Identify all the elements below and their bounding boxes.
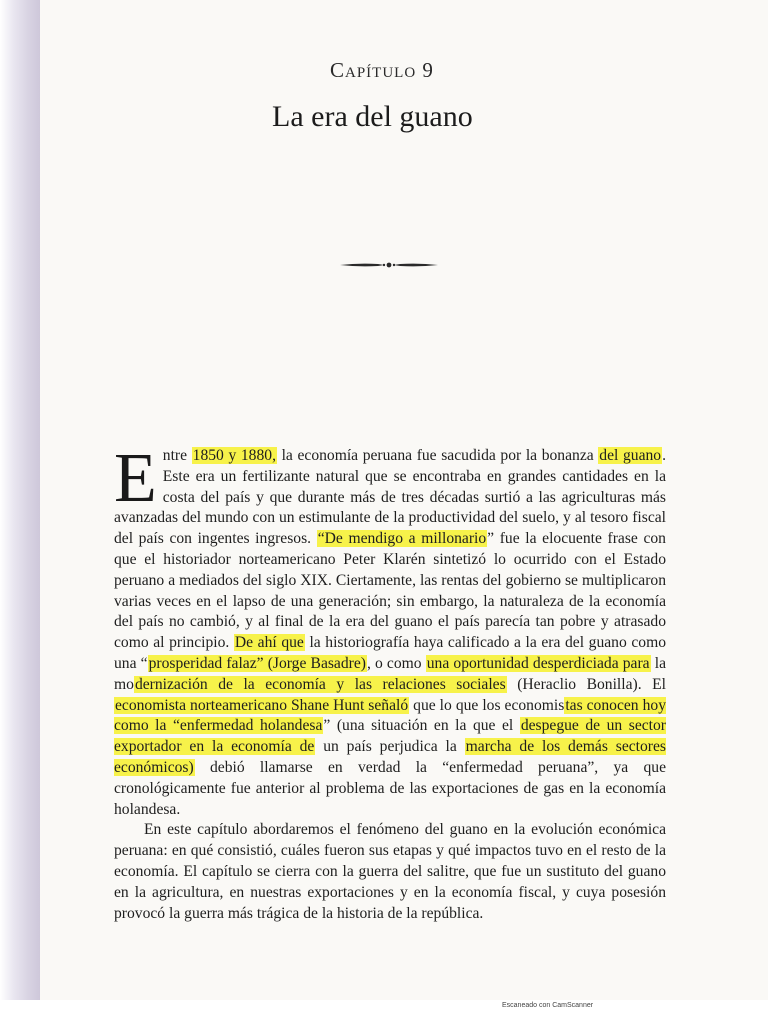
chapter-body xyxy=(114,440,667,924)
highlight: marcha de los demás sectores económicos) xyxy=(114,738,666,776)
highlight: tas conocen hoy como la “enfermedad holandesa xyxy=(114,696,666,735)
highlight: economista norteamericano Shane Hunt señaló xyxy=(115,696,409,714)
chapter-title: La era del guano xyxy=(272,100,473,133)
text-run: la historiografía haya calificado a la era del guano como una “ xyxy=(114,634,666,672)
highlight: “De mendigo a millonario xyxy=(317,530,487,548)
paragraph-1 xyxy=(114,440,667,820)
text-run: la mo xyxy=(114,654,666,693)
text-run: (Heraclio Bonilla). El xyxy=(506,675,667,693)
text-run: ntre xyxy=(162,447,192,464)
text-run: debió llamarse en verdad la “enfermedad peruana”, ya que cronológicamente fue anterior al problema de las exportaciones de gas en la economía holandesa. xyxy=(114,758,666,818)
paragraph-2: En este capítulo abordaremos el fenómeno del guano en la evolución económica peruana: en qué consistió, cuáles fueron sus etapas y qué impactos tuvo en el resto de la economía. El capítulo se cierra con la guerra del salitre, que fue un sustituto del guano en la agricultura, en nuestras exportaciones y en la economía fiscal, y cuya posesión provocó la guerra más trágica de la historia de la república. xyxy=(114,821,666,922)
text-run: , o como xyxy=(366,654,426,672)
text-run: un país perjudica la xyxy=(315,738,465,756)
text-run: la economía peruana fue sacudida por la bonanza xyxy=(276,447,599,464)
highlight: despegue de un sector exportador en la economía de xyxy=(114,717,666,756)
highlight: De ahí que xyxy=(234,634,304,652)
text-run: que lo que los economis xyxy=(409,696,565,714)
highlight: prosperidad falaz” (Jorge Basadre) xyxy=(148,654,366,672)
highlight: dernización de la economía y las relaciones sociales xyxy=(134,675,506,693)
chapter-label: Capítulo 9 xyxy=(330,58,434,82)
text-run: ” fue la elocuente frase con que el historiador norteamericano Peter Klarén sintetizó lo ocurrido con el Estado peruano a mediados del siglo XIX. Ciertamente, las rentas del gobierno se multiplicaron varias veces en el lapso de una generación; sin embargo, la naturaleza de la economía del país no cambió, y al final de la era del guano el país parecía tan pobre y atrasado como al principio. xyxy=(114,530,666,652)
scanner-watermark: Escaneado con CamScanner xyxy=(502,1002,594,1009)
highlight: 1850 y 1880, xyxy=(192,447,276,464)
drop-cap: E xyxy=(114,440,157,517)
text-run: . Este era un fertilizante natural que se encontraba en grandes cantidades en la costa del país y que durante más de tres décadas surtió a las agriculturas más avanzadas del mundo con un estimulante de la productividad del suelo, y al tesoro fiscal del país con ingentes ingresos. xyxy=(114,447,666,548)
highlight: una oportunidad desperdiciada para xyxy=(426,654,650,672)
text-run: ” (una situación en la que el xyxy=(323,717,520,735)
highlight: del guano xyxy=(599,447,662,464)
decorative-divider-icon xyxy=(338,258,440,272)
